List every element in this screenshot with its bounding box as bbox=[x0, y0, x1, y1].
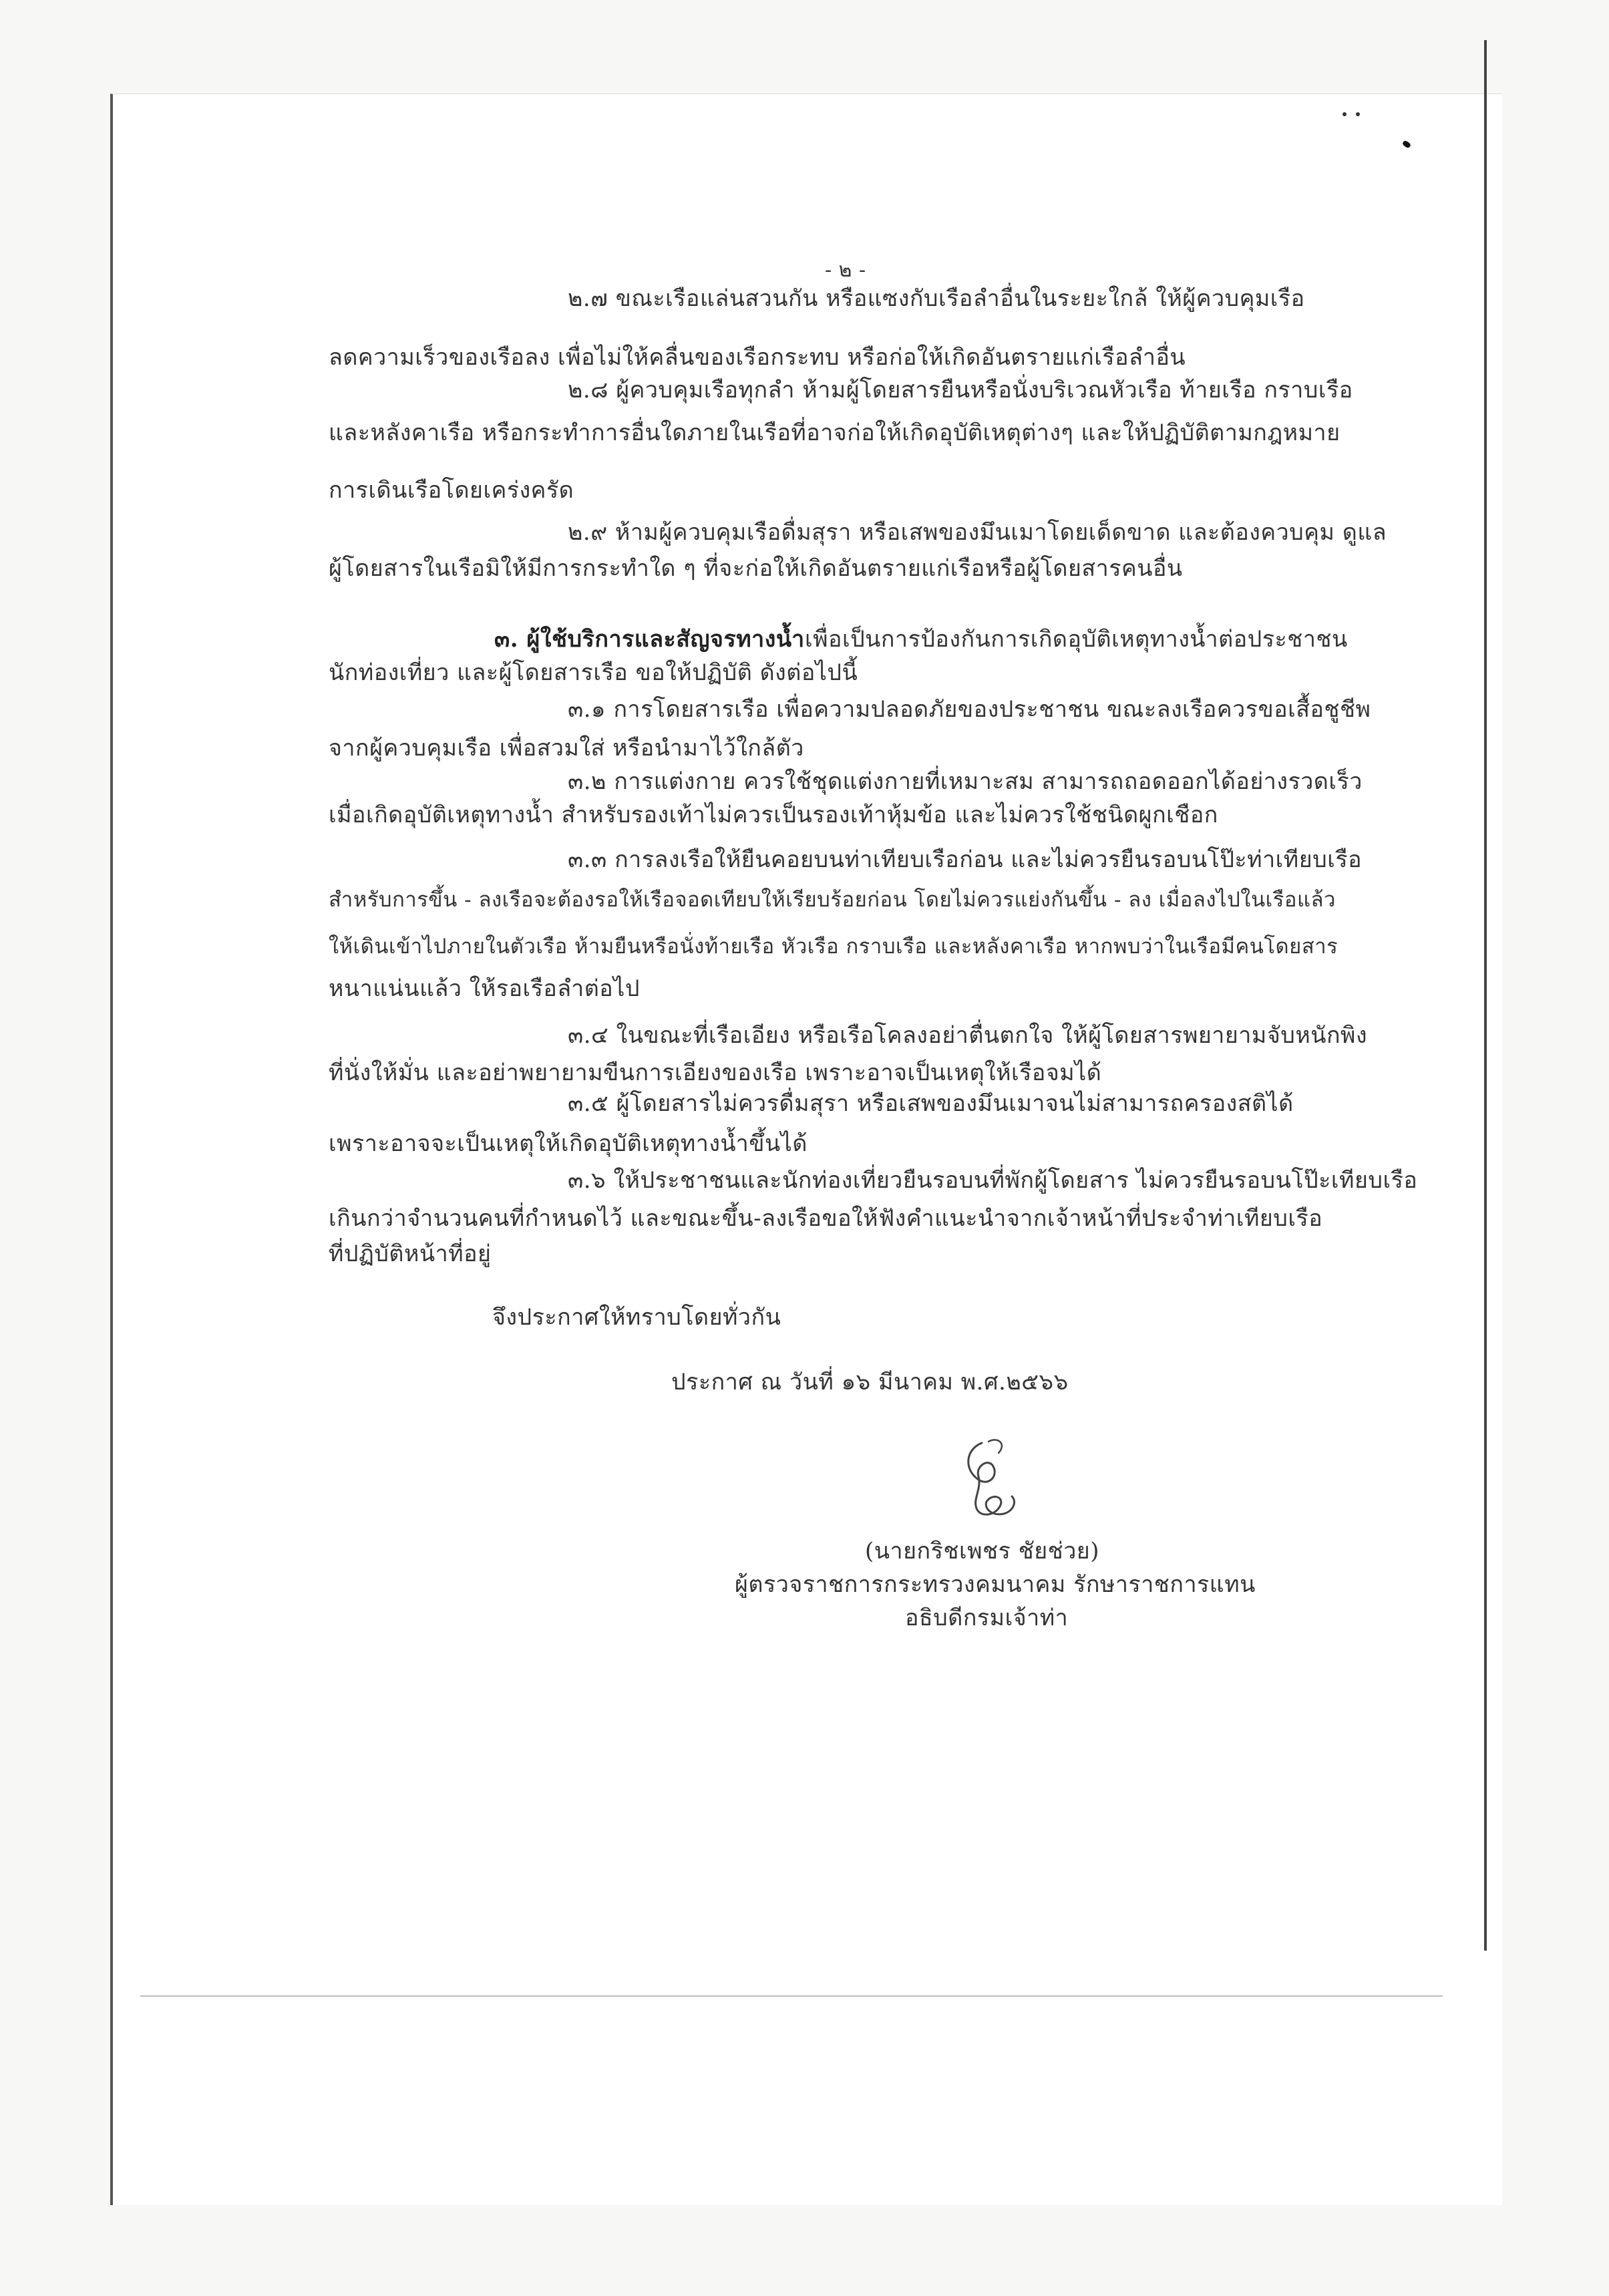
paragraph-line: ๒.๘ ผู้ควบคุมเรือทุกลำ ห้ามผู้โดยสารยืนหรือนั่งบริเวณหัวเรือ ท้ายเรือ กราบเรือ bbox=[568, 377, 1353, 403]
signer-name: (นายกริชเพชร ชัยช่วย) bbox=[865, 1538, 1099, 1565]
paragraph-line: เมื่อเกิดอุบัติเหตุทางน้ำ สำหรับรองเท้าไม่ควรเป็นรองเท้าหุ้มข้อ และไม่ควรใช้ชนิดผูกเชือก bbox=[329, 802, 1218, 828]
signer-title: ผู้ตรวจราชการกระทรวงคมนาคม รักษาราชการแทน bbox=[735, 1571, 1256, 1598]
paragraph-line: นักท่องเที่ยว และผู้โดยสารเรือ ขอให้ปฏิบัติ ดังต่อไปนี้ bbox=[329, 659, 858, 686]
paragraph-line: ที่ปฏิบัติหน้าที่อยู่ bbox=[329, 1241, 492, 1267]
paragraph-line: หนาแน่นแล้ว ให้รอเรือลำต่อไป bbox=[329, 975, 640, 1002]
paragraph-line: ลดความเร็วของเรือลง เพื่อไม่ให้คลื่นของเรือกระทบ หรือก่อให้เกิดอันตรายแก่เรือลำอื่น bbox=[329, 344, 1186, 371]
paragraph-line: ๓.๖ ให้ประชาชนและนักท่องเที่ยวยืนรอบนที่พักผู้โดยสาร ไม่ควรยืนรอบนโป๊ะเทียบเรือ bbox=[568, 1167, 1418, 1194]
paragraph-line: ๓.๔ ในขณะที่เรือเอียง หรือเรือโคลงอย่าตื่นตกใจ ให้ผู้โดยสารพยายามจับหนักพิง bbox=[568, 1022, 1368, 1049]
paragraph-line: เพราะอาจจะเป็นเหตุให้เกิดอุบัติเหตุทางน้ำขึ้นได้ bbox=[329, 1130, 808, 1157]
paragraph-line: ๓.๑ การโดยสารเรือ เพื่อความปลอดภัยของประชาชน ขณะลงเรือควรขอเสื้อชูชีพ bbox=[568, 696, 1371, 723]
closing-statement: จึงประกาศให้ทราบโดยทั่วกัน bbox=[492, 1304, 781, 1331]
paragraph-line: ที่นั่งให้มั่น และอย่าพยายามขืนการเอียงของเรือ เพราะอาจเป็นเหตุให้เรือจมได้ bbox=[329, 1059, 1102, 1086]
paragraph-line: จากผู้ควบคุมเรือ เพื่อสวมใส่ หรือนำมาไว้ใกล้ตัว bbox=[329, 735, 804, 762]
scan-speck bbox=[1356, 112, 1360, 116]
page-number: - ๒ - bbox=[825, 259, 866, 282]
scan-edge-line bbox=[1484, 40, 1487, 1951]
scan-speck bbox=[1343, 112, 1347, 116]
paragraph-line: ๓.๒ การแต่งกาย ควรใช้ชุดแต่งกายที่เหมาะสม สามารถถอดออกได้อย่างรวดเร็ว bbox=[568, 768, 1363, 795]
paragraph-line: ๓.๕ ผู้โดยสารไม่ควรดื่มสุรา หรือเสพของมึนเมาจนไม่สามารถครองสติได้ bbox=[568, 1090, 1294, 1117]
paragraph-line: การเดินเรือโดยเคร่งครัด bbox=[329, 477, 574, 504]
paragraph-line: ๒.๙ ห้ามผู้ควบคุมเรือดื่มสุรา หรือเสพของมึนเมาโดยเด็ดขาด และต้องควบคุม ดูแล bbox=[568, 519, 1387, 546]
signer-department: อธิบดีกรมเจ้าท่า bbox=[905, 1605, 1069, 1631]
paragraph-line: สำหรับการขึ้น - ลงเรือจะต้องรอให้เรือจอดเทียบให้เรียบร้อยก่อน โดยไม่ควรแย่งกันขึ้น - ลง เมื่อลงไปในเรือแล้ว bbox=[329, 888, 1336, 912]
paragraph-line: ๓.๓ การลงเรือให้ยืนคอยบนท่าเทียบเรือก่อน และไม่ควรยืนรอบนโป๊ะท่าเทียบเรือ bbox=[568, 846, 1363, 873]
paragraph-line: ๒.๗ ขณะเรือแล่นสวนกัน หรือแซงกับเรือลำอื่นในระยะใกล้ ให้ผู้ควบคุมเรือ bbox=[568, 285, 1305, 312]
paragraph-line: เพื่อเป็นการป้องกันการเกิดอุบัติเหตุทางน้ำต่อประชาชน bbox=[805, 626, 1348, 653]
announcement-date: ประกาศ ณ วันที่ ๑๖ มีนาคม พ.ศ.๒๕๖๖ bbox=[671, 1369, 1069, 1396]
paragraph-line: ผู้โดยสารในเรือมิให้มีการกระทำใด ๆ ที่จะก่อให้เกิดอันตรายแก่เรือหรือผู้โดยสารคนอื่น bbox=[329, 555, 1183, 582]
scan-bottom-line bbox=[140, 1995, 1443, 1997]
section-heading: ๓. ผู้ใช้บริการและสัญจรทางน้ำ bbox=[494, 626, 805, 653]
paragraph-line: และหลังคาเรือ หรือกระทำการอื่นใดภายในเรือที่อาจก่อให้เกิดอุบัติเหตุต่างๆ และให้ปฏิบัติตามกฎหมาย bbox=[329, 420, 1340, 446]
paragraph-line: ให้เดินเข้าไปภายในตัวเรือ ห้ามยืนหรือนั่งท้ายเรือ หัวเรือ กราบเรือ และหลังคาเรือ หากพบว่าในเรือมีคนโดยสาร bbox=[329, 935, 1338, 959]
paragraph-line: เกินกว่าจำนวนคนที่กำหนดไว้ และขณะขึ้น-ลงเรือขอให้ฟังคำแนะนำจากเจ้าหน้าที่ประจำท่าเทียบเรือ bbox=[329, 1205, 1323, 1232]
signature-image bbox=[952, 1430, 1039, 1530]
